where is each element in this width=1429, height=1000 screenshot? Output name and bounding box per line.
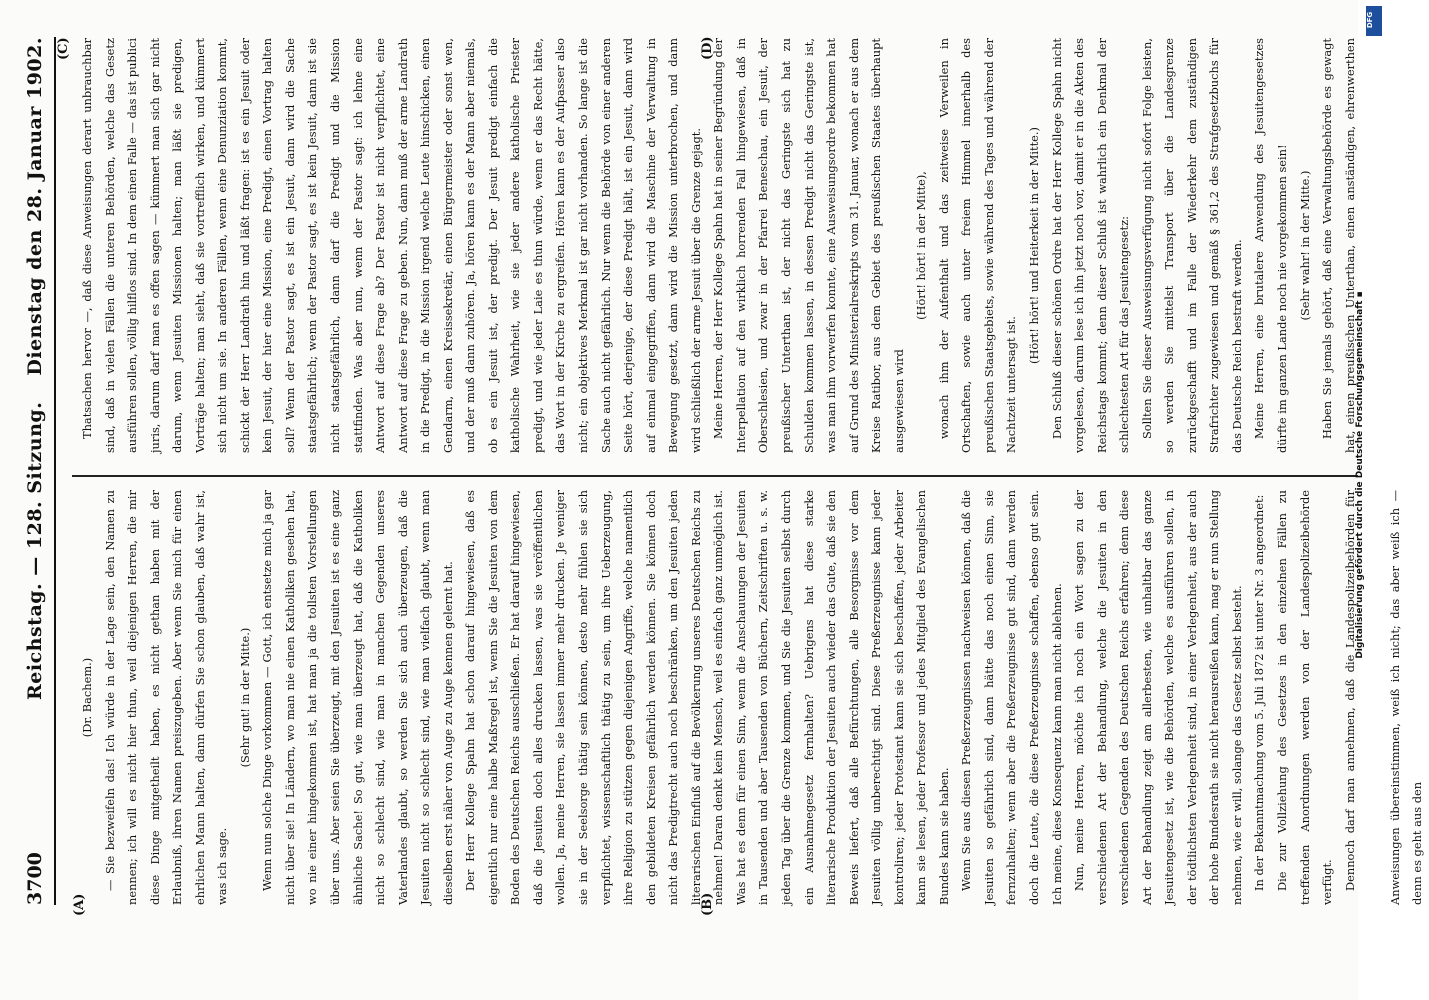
paragraph: wonach ihm der Aufenthalt und das zeitweise Verweilen in Ortschaften, sowie auch unter freiem Himmel innerhalb des preußischen Staatsgebiets, sowie während des Tages und während der Nachtzeit untersagt ist. <box>936 38 1019 453</box>
margin-mark-c: (C) <box>56 37 71 60</box>
digitization-credit: Digitalisierung gefördert durch die Deutsche Forschungsgemeinschaft ▪ <box>1355 291 1365 659</box>
interjection-line: (Dr. Bachem.) <box>80 657 94 738</box>
paragraph: Wenn nun solche Dinge vorkommen — Gott, ich entsetze mich ja gar nicht über sie! In Ländern, wo man nie einen Katholiken gesehen hat, wo nie einer hingekommen ist, hat man ja die tollsten Vorstellungen über uns. Aber seien Sie überzeugt, mit den Jesuiten ist es eine ganz ähnliche Sache! So gut, wie man überzeugt hat, daß die Katholiken nicht so schlecht sind, wie man in manchen Gegenden unseres Vaterlandes glaubt, so werden Sie sich auch überzeugen, daß die Jesuiten nicht so schlecht sind, wie man vielfach glaubt, wenn man dieselben erst näher von Auge zu Auge kennen gelernt hat. <box>260 490 455 905</box>
paragraph: Den Schluß dieser schönen Ordre hat der Herr Kollege Spahn nicht vorgelesen, darum lese ich ihn jetzt noch vor, damit er in die Akten des Reichstags kommt; denn dieser Schluß ist wahrlich ein Denkmal der schlechtesten Art für das Jesuitengesetz: <box>1049 38 1132 453</box>
paragraph: Dennoch darf man annehmen, daß die Landespolizeibehörden für Anweisungen übereinstimmen, weiß ich nicht; das aber weiß ich — denn es geht aus den <box>1342 490 1425 905</box>
left-text-column <box>76 490 1425 905</box>
paragraph: In der Bekanntmachung vom 5. Juli 1872 ist unter Nr. 3 angeordnet: <box>1252 494 1267 891</box>
paragraph: — Sie bezweifeln das! Ich würde in der Lage sein, den Namen zu nennen; ich will es nicht hier thun, weil diejenigen Herren, die mir diese Dinge mitgetheilt haben, es nicht gethan haben mit der Erlaubniß, ihren Namen preiszugeben. Aber wenn Sie mich für einen ehrlichen Mann halten, dann dürfen Sie schon glauben, daß wahr ist, was ich sage. <box>102 490 230 905</box>
paragraph: Nun, meine Herren, möchte ich noch ein Wort sagen zu der verschiedenen Art der Behandlung, welche die Jesuiten in den verschiedenen Gegenden des Deutschen Reichs erfahren; denn diese Art der Behandlung zeigt am allerbesten, wie unhaltbar das ganze Jesuitengesetz ist, wie die Behörden, welche es ausführen sollen, in der tödtlichsten Verlegenheit sind, in einer Verlegenheit, aus der auch der hohe Bundesrath sie nicht herausreißen kann, mag er nun Stellung nehmen, wie er will, solange das Gesetz selbst besteht. <box>1072 490 1244 905</box>
paragraph: Der Herr Kollege Spahn hat schon darauf hingewiesen, daß es eigentlich nur eine halbe Maßregel ist, wenn Sie die Jesuiten von dem Boden des Deutschen Reichs ausschließen. Er hat darauf hingewiesen, daß die Jesuiten doch alles drucken lassen, was sie veröffentlichen wollen. Ja, meine Herren, sie lassen immer mehr drucken. Je weniger sie in der Seelsorge thätig sein können, desto mehr fühlen sie sich verpflichtet, wissenschaftlich thätig zu sein, um ihre Ueberzeugung, ihre Religion zu stützen gegen diejenigen Angriffe, welche namentlich den gebildeten Kreisen gefährlich werden können. Sie können doch nicht das Predigtrecht auch noch beschränken, um den Jesuiten jeden literarischen Einfluß auf die Bevölkerung unseres Deutschen Reichs zu nehmen! Daran denkt kein Mensch, weil es einfach ganz unmöglich ist. Was hat es denn für einen Sinn, wenn die Anschauungen der Jesuiten in Tausenden und aber Tausenden von Büchern, Zeitschriften u. s. w. jeden Tag über die Grenze kommen, und Sie die Jesuiten selbst durch ein Ausnahmegesetz fernhalten? Uebrigens hat diese starke literarische Produktion der Jesuiten auch wieder das Gute, daß sie den Beweis liefert, daß alle Befürchtungen, alle Besorgnisse vor dem Jesuiten völlig unberechtigt sind. Diese Preßerzeugnisse kann jeder kontroliren; jeder Protestant kann sie sich beschaffen, jeder Arbeiter kann sie lesen, jeder Professor und jedes Mitglied des Evangelischen Bundes kann sie haben. <box>463 490 951 905</box>
paragraph: Wenn Sie aus diesen Preßerzeugnissen nachweisen können, daß die Jesuiten so gefährlich sind, dann hätte das noch einen Sinn, sie fernzuhalten; wenn aber die Preßerzeugnisse gut sind, dann werden doch die Leute, die diese Preßerzeugnisse schaffen, ebenso gut sein. Ich meine, diese Konsequenz kann man nicht ablehnen. <box>959 490 1064 905</box>
page-header <box>8 37 56 905</box>
margin-mark-b: (B) <box>700 892 715 916</box>
column-divider <box>72 475 1372 477</box>
interjection-line: (Sehr gut! in der Mitte.) <box>237 627 252 768</box>
paragraph: Meine Herren, eine brutalere Anwendung des Jesuitengesetzes dürfte im ganzen Lande noch nie vorgekommen sein! <box>1252 38 1289 453</box>
page-number: 3700 <box>24 852 46 905</box>
interjection-line: (Hört! hört! und Heiterkeit in der Mitte.) <box>1026 127 1041 364</box>
paragraph: Sollten Sie dieser Ausweisungsverfügung nicht sofort Folge leisten, so werden Sie mittelst Transport über die Landesgrenze zurückgeschafft und im Falle der Wiederkehr dem zuständigen Strafrichter zugewiesen und gemäß § 361,2 des Strafgesetzbuchs für das Deutsche Reich bestraft werden. <box>1139 38 1244 453</box>
dfg-logo <box>1366 6 1382 36</box>
paragraph: Haben Sie jemals gehört, daß eine Verwaltungsbehörde es gewagt hat, einen preußischen Unterthan, einen anständigen, ehrenwerthen <box>1320 38 1357 453</box>
dfg-logo-text: DFG <box>1366 11 1375 29</box>
session-title: Reichstag. — 128. Sitzung. <box>24 401 46 700</box>
paragraph: Meine Herren, der Herr Kollege Spahn hat in seiner Begründung der Interpellation auf den wirklich horrenden Fall hingewiesen, daß in Oberschlesien, und zwar in der Pfarrei Beneschau, ein Jesuit, der preußischer Unterthan ist, der nicht das Geringste sich hat zu Schulden kommen lassen, in dessen Predigt nicht das Geringste ist, was man ihm vorwerfen konnte, eine Ausweisungsordre bekommen hat auf Grund des Ministerialreskripts vom 31. Januar, wonach er aus dem Kreise Ratibor, aus dem Gebiet des preußischen Staates überhaupt ausgewiesen wird <box>711 37 906 453</box>
margin-mark-a: (A) <box>72 893 87 916</box>
paragraph: Die zur Vollziehung des Gesetzes in den einzelnen Fällen zu treffenden Anordnungen werden von der Landespolizeibehörde verfügt. <box>1274 490 1335 905</box>
margin-mark-d: (D) <box>700 36 715 60</box>
digitization-sidebar <box>1355 0 1383 1000</box>
interjection-line: (Hört! hört! in der Mitte), <box>914 171 929 320</box>
session-date: Dienstag den 28. Januar 1902. <box>24 37 46 376</box>
paragraph: Thatsachen hervor —, daß diese Anweisungen derart unbrauchbar sind, daß in vielen Fällen die unteren Behörden, welche das Gesetz ausführen sollen, völlig hilflos sind. In dem einen Falle — das ist publici juris, darum darf man es offen sagen — kümmert man sich gar nicht darum, wenn Jesuiten Missionen halten; man läßt sie predigen, Vorträge halten; man sieht, daß sie vortrefflich wirken, und kümmert sich nicht um sie. In anderen Fällen, wenn eine Denunziation kommt, schickt der Herr Landrath hin und läßt fragen: ist es ein Jesuit oder kein Jesuit, der hier eine Mission, eine Predigt, einen Vortrag halten soll? Wenn der Pastor sagt, es ist ein Jesuit, dann wird die Sache staatsgefährlich; wenn der Pastor sagt, es ist kein Jesuit, dann ist sie nicht staatsgefährlich, dann darf die Predigt und die Mission stattfinden. Was aber nun, wenn der Pastor sagt: ich lehne eine Antwort auf diese Frage ab? Der Pastor ist nicht verpflichtet, eine Antwort auf diese Frage zu geben. Nun, dann muß der arme Landrath in die Predigt, in die Mission irgend welche Leute hinschicken, einen Gendarm, einen Kreissekretär, einen Bürgermeister oder sonst wen, und der muß dann zuhören. Ja, hören kann es der Mann aber niemals, ob es ein Jesuit ist, der predigt. Der Jesuit predigt einfach die katholische Wahrheit, wie sie jeder andere katholische Priester predigt, und wie jeder Laie es thun würde, wenn er das Recht hätte, das Wort in der Kirche zu ergreifen. Hören kann es der Aufpasser also nicht; ein objektives Merkmal ist gar nicht vorhanden. So lange ist die Sache auch nicht gefährlich. Nur wenn die Behörde von einer anderen Seite hört, derjenige, der diese Predigt hält, ist ein Jesuit, dann wird auf einmal eingegriffen, dann wird die Maschine der Verwaltung in Bewegung gesetzt, dann wird die Mission unterbrochen, und dann wird schließlich der arme Jesuit über die Grenze gejagt. <box>80 38 703 453</box>
right-text-column <box>76 38 1371 453</box>
interjection-line: (Sehr wahr! in der Mitte.) <box>1297 170 1312 321</box>
